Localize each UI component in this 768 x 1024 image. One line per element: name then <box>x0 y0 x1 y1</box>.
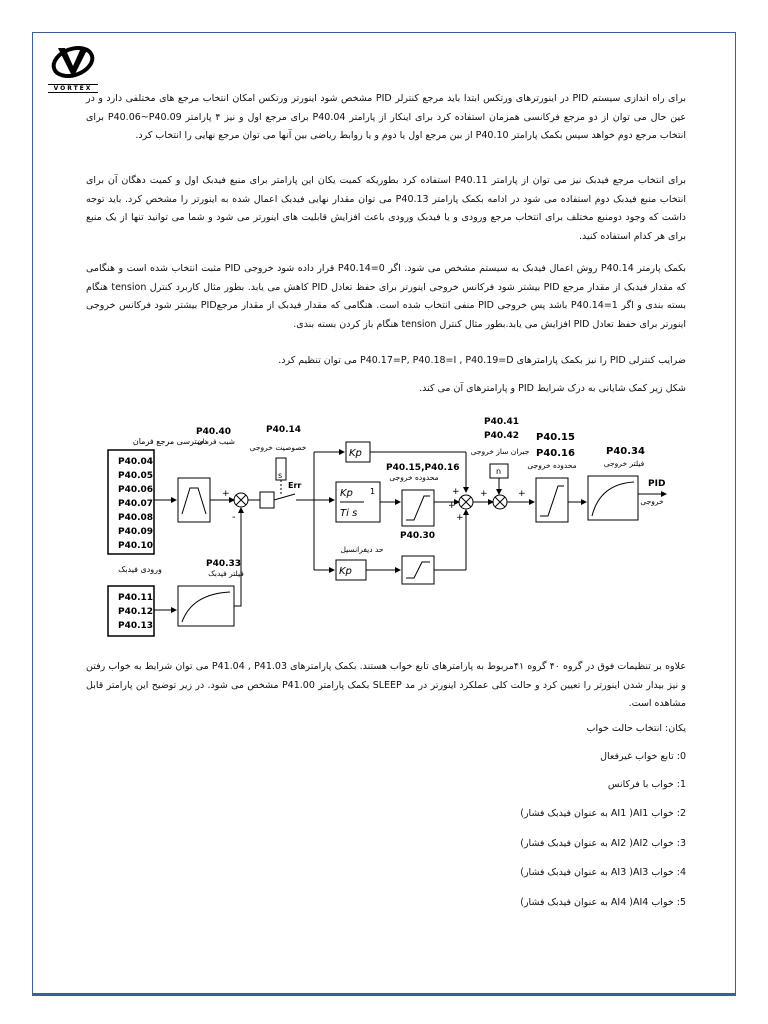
output-filter-label: فیلتر خروجی <box>603 459 645 468</box>
logo-text: VORTEX <box>48 84 98 93</box>
feedback-param-3: P40.13 <box>118 621 154 631</box>
output-char-label: خصوصیت خروجی <box>249 443 307 452</box>
paragraph-pid-reference: برای راه اندازی سیستم PID در اینورترهای ورتکس ابتدا باید مرجع کنترلر PID مشخص شود اینورتر ورتکس امکان انتخاب مرجع های مختلفی دارد و در عین حال می توان از دو مرجع فرکانسی همزمان استفاده کرد برای اینکار از پارامتر P40.04 برای مرجع اول و نیز ۴ پارامتر P40.06~P40.09 برای انتخاب مرجع دوم خواهد سپس بکمک پارامتر P40.10 از بین مرجع اول یا دوم و یا روابط ریاضی بین آنها می توان مرجع نهایی را انتخاب کرد. <box>86 93 686 141</box>
err-label: Err <box>288 481 302 490</box>
comp-param-1: P40.41 <box>484 417 520 427</box>
range-param-1: P40.15 <box>536 432 575 443</box>
sleep-mode-item-5: 5: خواب AI4( AI4 به عنوان فیدبک فشار) <box>520 897 686 908</box>
ramp-param: P40.40 <box>196 427 232 437</box>
paragraph-figure-intro: شکل زیر کمک شایانی به درک شرایط PID و پارامترهای آن می کند. <box>419 383 686 394</box>
feedback-filter-label: فیلتر فیدبک <box>208 569 244 578</box>
sleep-mode-item-0: 0: تابع خواب غیرفعال <box>600 751 686 762</box>
integral-ti-label: Ti s <box>340 508 358 519</box>
comp-n-label: n <box>496 467 502 476</box>
sum2-plus-left: + <box>448 501 456 511</box>
sleep-mode-item-2: 2: خواب AI1( AI1 به عنوان فیدبک فشار) <box>520 808 686 819</box>
range-label: محدوده خروجی <box>527 461 577 470</box>
sleep-mode-header: یکان: انتخاب حالت خواب <box>586 723 686 734</box>
pid-output-label: خروجی <box>640 497 664 506</box>
diff-label: حد دیفرانسیل <box>340 545 384 554</box>
sum1-plus: + <box>222 489 230 499</box>
paragraph-pid-coefficients: ضرایب کنترلی PID را نیز بکمک پارامترهای P40.17=P, P40.18=I , P40.19=D می توان تنظیم کرد. <box>278 355 686 366</box>
sleep-mode-item-4: 4: خواب AI3( AI3 به عنوان فیدبک فشار) <box>520 867 686 878</box>
sum2-plus-bottom: + <box>456 513 464 523</box>
limit-param: P40.15,P40.16 <box>386 463 460 473</box>
ref-param-1: P40.04 <box>118 457 154 467</box>
ref-param-3: P40.06 <box>118 485 154 495</box>
paragraph-feedback: برای انتخاب مرجع فیدبک نیز می توان از پارامتر P40.11 استفاده کرد بطوریکه کمیت یکان این پارامتر برای منبع فیدبک اول و کمیت دهگان آن برای انتخاب منبع فیدبک دوم استفاده می شود در ادامه بکمک پارامتر P40.13 می توان مقدار نهایی فیدبک اعمال شده به اینورتر را مشخص کرد. باید توجه داشت که وجود دومنبع مختلف برای انتخاب مرجع ورودی و یا فیدبک ورودی باعث افزایش قابلیت های اینورتر می شود و شما می توانید تنها از یک منبع برای هر کدام استفاده کنید. <box>86 175 686 242</box>
ref-param-2: P40.05 <box>118 471 154 481</box>
ramp-block <box>178 478 210 522</box>
paragraph-output-characteristic: بکمک پارمتر P40.14 روش اعمال فیدبک به سیستم مشخص می شود. اگر P40.14=0 قرار داده شود خروجی PID مثبت انتخاب شده است و هنگامی که مقدار فیدبک از مقدار مرجع PID بیشتر شود فرکانس خروجی اینورتر برای حفظ تعادل PID کاهش می یابد. بطور مثال کاربرد کنترل tension هنگام بسته بندی و اگر P40.14=1 باشد پس خروجی PID منفی انتخاب شده است. هنگامی که مقدار فیدبک از مقدار مرجعPID بیشتر شود فرکانس خروجی اینورتر برای حفظ تعادل PID افزایش می یابد.بطور مثال کنترل tension هنگام باز کردن بسته بندی. <box>86 263 687 330</box>
feedback-param-2: P40.12 <box>118 607 154 617</box>
integral-limit-block <box>402 490 434 526</box>
sum1-minus: - <box>232 512 236 523</box>
sum2-plus-top: + <box>452 487 460 497</box>
feedback-filter-param: P40.33 <box>206 559 242 569</box>
ref-param-6: P40.09 <box>118 527 154 537</box>
ref-title: دسترسی مرجع فرمان <box>132 437 208 446</box>
switch-block <box>260 492 274 508</box>
sleep-mode-item-3: 3: خواب AI2( AI2 به عنوان فیدبک فشار) <box>520 838 686 849</box>
comp-label: جبران ساز خروجی <box>470 447 530 456</box>
kp-proportional-label: Kp <box>349 448 362 459</box>
sum3-plus-left: + <box>480 489 488 499</box>
integral-kp-label: Kp <box>340 488 353 499</box>
derivative-kp-label: Kp <box>339 566 352 577</box>
range-param-2: P40.16 <box>536 448 575 459</box>
diff-param: P40.30 <box>400 531 436 541</box>
sleep-mode-item-1: 1: خواب با فرکانس <box>607 779 686 790</box>
feedback-param-1: P40.11 <box>118 593 154 603</box>
output-range-block <box>536 478 568 522</box>
ref-param-5: P40.08 <box>118 513 154 523</box>
ref-param-7: P40.10 <box>118 541 154 551</box>
ref-param-4: P40.07 <box>118 499 154 509</box>
pid-label: PID <box>648 479 666 489</box>
limit-label: محدوده خروجی <box>389 473 439 482</box>
integral-one-label: 1 <box>370 487 376 496</box>
pid-block-diagram <box>100 410 670 642</box>
sum4-plus: + <box>518 489 526 499</box>
output-filter-param: P40.34 <box>606 446 645 457</box>
feedback-title: ورودی فیدبک <box>118 565 162 574</box>
paragraph-sleep-function: علاوه بر تنظیمات فوق در گروه ۴۰ گروه ۴۱مربوط به پارامترهای تابع خواب هستند. بکمک پارامترهای P41.04 , P41.03 می توان شرایط به خواب رفتن و نیز بیدار شدن اینورتر را تعیین کرد و حالت کلی عملکرد اینورتر در مد SLEEP بکمک پارامتر P41.00 مشخص می شود. در زیر توضیح این پارامتر قابل مشاهده است. <box>86 661 686 709</box>
output-char-param: P40.14 <box>266 425 302 435</box>
switch-s-label: s <box>278 471 283 480</box>
comp-param-2: P40.42 <box>484 431 520 441</box>
ramp-label: شیب فرمان <box>197 437 235 446</box>
